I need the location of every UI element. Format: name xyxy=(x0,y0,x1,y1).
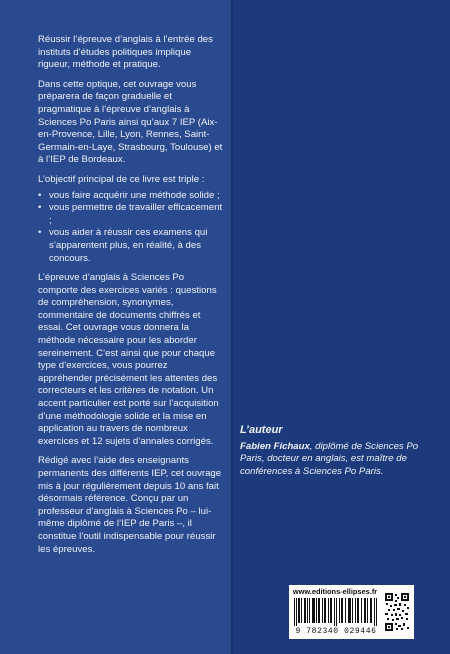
isbn-barcode xyxy=(293,598,379,626)
objectives-list xyxy=(38,190,224,266)
right-panel xyxy=(233,0,450,654)
author-bio-text: , diplômé de Sciences Po Paris, docteur en anglais, est maître de conférences à Sciences Po Paris. xyxy=(240,440,419,477)
blurb-text xyxy=(38,34,224,563)
author-section xyxy=(240,424,436,478)
author-name: Fabien Fichaux xyxy=(240,440,310,452)
list-item xyxy=(38,202,224,227)
blurb-paragraph-5: Rédigé avec l’aide des enseignants permanents des différents IEP, cet ouvrage mis à jour régulièrement depuis 10 ans fait désormais référence. Conçu par un professeur d’anglais à Sciences Po – lui-même diplômé de l’IEP de Paris –, il constitue l’outil indispensable pour réussir les épreuves. xyxy=(38,455,222,555)
qr-code-icon xyxy=(385,593,409,631)
list-item xyxy=(38,190,224,203)
bullet-icon: • xyxy=(38,189,42,201)
blurb-paragraph-3: L’objectif principal de ce livre est triple : xyxy=(38,173,205,185)
author-bio xyxy=(240,441,436,479)
blurb-paragraph-1: Réussir l’épreuve d’anglais à l’entrée des instituts d’études politiques implique rigueur, méthode et pratique. xyxy=(38,34,213,71)
isbn-number: 9 782340 029446 xyxy=(295,627,377,636)
list-item xyxy=(38,227,224,265)
author-heading: L’auteur xyxy=(240,424,283,436)
list-item-text: vous faire acquérir une méthode solide ; xyxy=(49,189,220,201)
bullet-icon: • xyxy=(38,202,42,214)
list-item-text: vous permettre de travailler efficacement ; xyxy=(49,202,223,226)
bullet-icon: • xyxy=(38,227,42,239)
list-item-text: vous aider à réussir ces examens qui s’apparentent plus, en réalité, à des concours. xyxy=(49,227,208,264)
blurb-paragraph-4: L’épreuve d’anglais à Sciences Po comporte des exercices variés : questions de compréhension, synonymes, commentaire de documents chiffrés et essai. Cet ouvrage vous donnera la méthode nécessaire pour les aborder sereinement. C’est ainsi que pour chaque type d’exercices, vous pourrez appréhender précisément les attentes des correcteurs et les critères de notation. Un accent particulier est porté sur l’acquisition d’une méthodologie solide et la mise en application au travers de nombreux exercices et 12 sujets d’annales corrigés. xyxy=(38,272,219,447)
blurb-paragraph-2: Dans cette optique, cet ouvrage vous préparera de façon graduelle et pragmatique à l’épreuve d’anglais à Sciences Po Paris ainsi qu’aux 7 IEP (Aix-en-Provence, Lille, Lyon, Rennes, Saint-Germain-en-Laye, Strasbourg, Toulouse) et à l’IEP de Bordeaux. xyxy=(38,78,223,166)
publisher-url: www.editions-ellipses.fr xyxy=(292,587,378,596)
barcode-box xyxy=(289,585,414,639)
